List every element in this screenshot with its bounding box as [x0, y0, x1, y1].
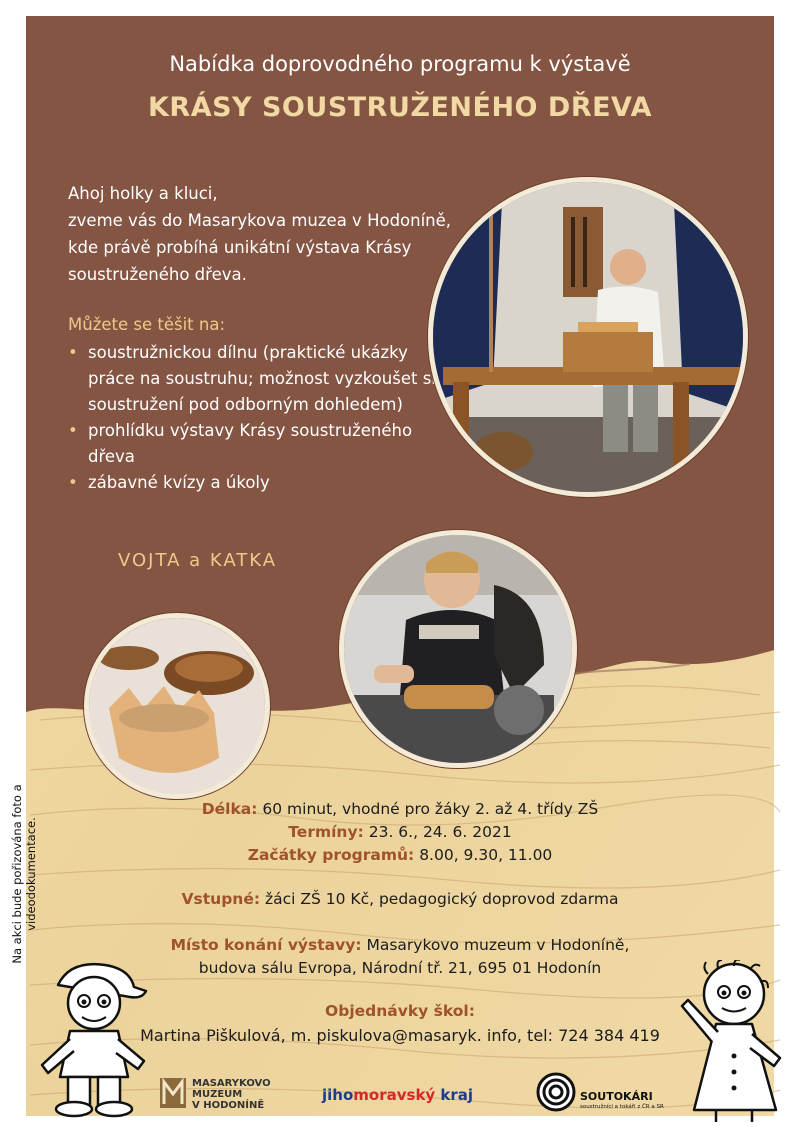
page-title: KRÁSY SOUSTRUŽENÉHO DŘEVA: [147, 92, 653, 123]
kraj-logo: jihomoravský kraj: [322, 1086, 474, 1104]
detail-fee: [0, 890, 800, 908]
subtitle: Nabídka doprovodného programu k výstavě: [169, 52, 631, 76]
fee-label: Vstupné:: [181, 890, 261, 908]
orders-label: Objednávky škol:: [325, 1002, 475, 1020]
woodturner-illustration: [433, 182, 743, 492]
detail-venue-line2: budova sálu Evropa, Národní tř. 21, 695 01 Hodonín: [198, 959, 602, 977]
museum-logo-line: MASARYKOVO: [192, 1078, 271, 1089]
museum-logo-line: MUZEUM: [192, 1089, 243, 1100]
soutokari-logo: [536, 1072, 686, 1114]
start-value: 8.00, 9.30, 11.00: [419, 846, 553, 864]
venue-label: Místo konání výstavy:: [170, 936, 362, 954]
child-illustration: [344, 535, 572, 763]
intro-line: Ahoj holky a kluci,: [68, 184, 218, 203]
duration-label: Délka:: [201, 800, 258, 818]
bullet-icon: •: [68, 421, 78, 440]
bowls-illustration: [89, 618, 265, 794]
photo-wooden-bowls: [84, 613, 270, 799]
intro-line: soustruženého dřeva.: [68, 265, 247, 284]
intro-line: kde právě probíhá unikátní výstava Krásy: [68, 238, 412, 257]
bullet-icon: •: [68, 473, 78, 492]
guide-names: VOJTA a KATKA: [118, 550, 278, 571]
spiral-emblem-icon: [536, 1072, 576, 1112]
offer-list: [68, 340, 438, 496]
museum-emblem-icon: [160, 1078, 186, 1108]
bullet-icon: •: [68, 343, 78, 362]
side-note: Na akci bude pořizována foto a videodokumentace.: [10, 784, 38, 964]
intro-line: zveme vás do Masarykova muzea v Hodoníně,: [68, 211, 452, 230]
venue-value: Masarykovo muzeum v Hodoníně,: [366, 936, 630, 954]
dates-value: 23. 6., 24. 6. 2021: [368, 823, 512, 841]
boy-cartoon-icon: [30, 955, 160, 1120]
photo-child-turning: [339, 530, 577, 768]
museum-logo-line: V HODONÍNĚ: [192, 1100, 265, 1111]
detail-venue: [0, 936, 800, 954]
museum-logo: [160, 1078, 300, 1112]
offer-heading: Můžete se těšit na:: [68, 315, 226, 334]
detail-duration: [0, 800, 800, 818]
detail-dates: [0, 823, 800, 841]
photo-woodturner: [428, 177, 748, 497]
fee-value: žáci ZŠ 10 Kč, pedagogický doprovod zdarma: [264, 890, 619, 908]
dates-label: Termíny:: [288, 823, 364, 841]
soutokari-subtitle: soustružníci a tokáři z ČR a SR: [580, 1104, 664, 1110]
list-item: • prohlídku výstavy Krásy soustruženého dřeva: [68, 418, 438, 470]
start-label: Začátky programů:: [247, 846, 415, 864]
list-item: • soustružnickou dílnu (praktické ukázky práce na soustruhu; možnost vyzkoušet si soustružení pod odborným dohledem): [68, 340, 438, 418]
list-item: • zábavné kvízy a úkoly: [68, 470, 438, 496]
detail-start-times: [0, 846, 800, 864]
girl-cartoon-icon: [672, 960, 792, 1125]
duration-value: 60 minut, vhodné pro žáky 2. až 4. třídy ZŠ: [262, 800, 599, 818]
intro-text: [68, 180, 468, 288]
soutokari-name: SOUTOKÁRI: [580, 1090, 653, 1103]
orders-contact: Martina Piškulová, m. piskulova@masaryk. info, tel: 724 384 419: [140, 1026, 660, 1045]
